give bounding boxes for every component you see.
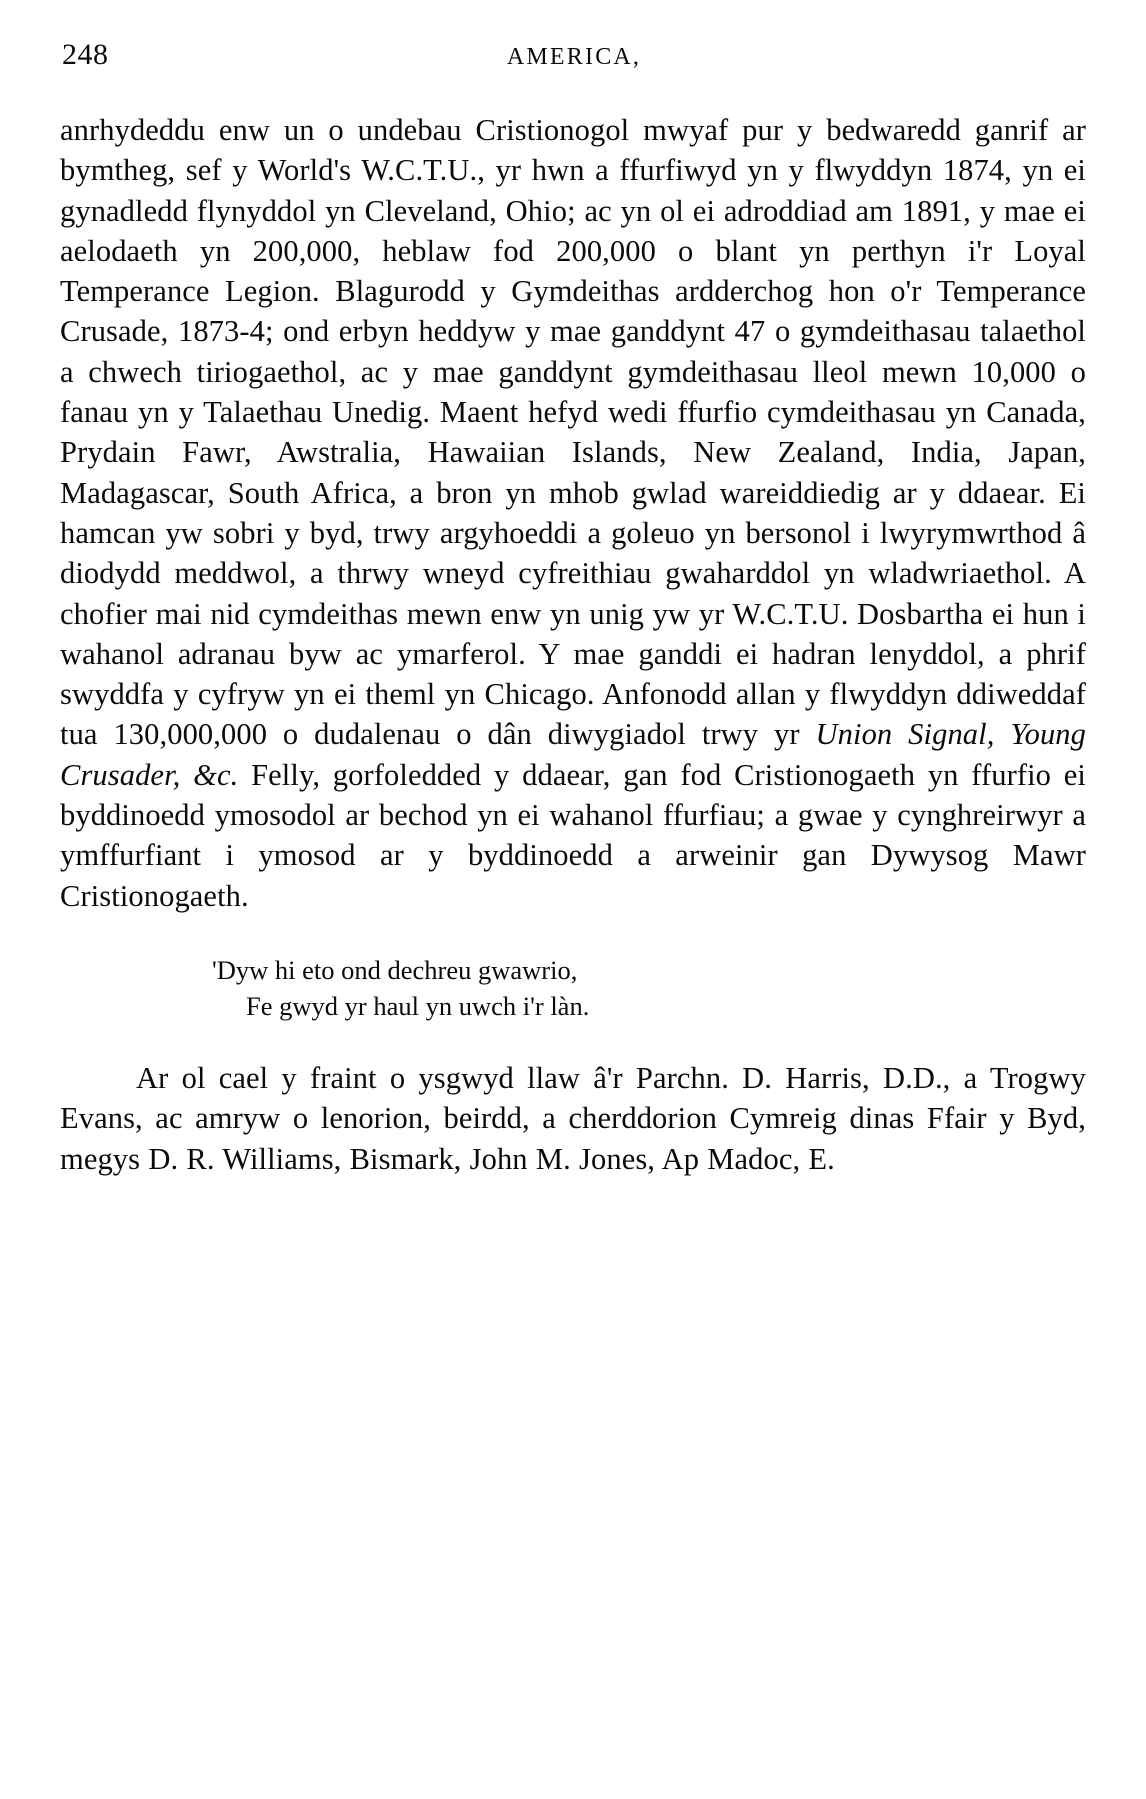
running-title: AMERICA, (506, 44, 642, 70)
page-number: 248 (62, 38, 109, 71)
verse-line-1: 'Dyw hi eto ond dechreu gwawrio, (212, 954, 578, 985)
paragraph-main (60, 110, 1086, 916)
italic-title-union-signal: Union Signal, (815, 717, 995, 752)
paragraph-main-tail: Felly, gorfoledded y ddaear, gan fod Cristionogaeth yn ffurfio ei byddinoedd ymosodol ar bechod yn ei wahanol ffurfiau; a gwae y cynghreirwyr a ymffurfiant i ymosod ar y byddinoedd a arweinir gan Dywysog Mawr Cristionogaeth. (60, 757, 1087, 913)
page-header (0, 38, 1146, 78)
verse-line-2: Fe gwyd yr haul yn uwch i'r làn. (246, 990, 590, 1021)
paragraph-second: Ar ol cael y fraint o ysgwyd llaw â'r Parchn. D. Harris, D.D., a Trogwy Evans, ac amryw o lenorion, beirdd, a cherddorion Cymreig dinas Ffair y Byd, megys D. R. Williams, Bismark, John M. Jones, Ap Madoc, E. (60, 1060, 1086, 1176)
italic-title-young-crusader: Young Crusader, &c. (60, 717, 1086, 792)
verse-block (60, 952, 1086, 1024)
paragraph-space (994, 717, 1010, 751)
paragraph-main-text: anrhydeddu enw un o undebau Cristionogol mwyaf pur y bedwaredd ganrif ar bymtheg, sef y World's W.C.T.U., yr hwn a ffurfiwyd yn y flwyddyn 1874, yn ei gynadledd flynyddol yn Cleveland, Ohio; ac yn ol ei adroddiad am 1891, y mae ei aelodaeth yn 200,000, heblaw fod 200,000 o blant yn perthyn i'r Loyal Temperance Legion. Blagurodd y Gymdeithas ardderchog hon o'r Temperance Crusade, 1873-4; ond erbyn heddyw y mae ganddynt 47 o gymdeithasau talaethol a chwech tiriogaethol, ac y mae ganddynt gymdeithasau lleol mewn 10,000 o fanau yn y Talaethau Unedig. Maent hefyd wedi ffurfio cymdeithasau yn Canada, Prydain Fawr, Awstralia, Hawaiian Islands, New Zealand, India, Japan, Madagascar, South Africa, a bron yn mhob gwlad wareiddiedig ar y ddaear. Ei hamcan yw sobri y byd, trwy argyhoeddi a goleuo yn bersonol i lwyrymwrthod â diodydd meddwol, a thrwy wneyd cyfreithiau gwaharddol yn wladwriaethol. A chofier mai nid cymdeithas mewn enw yn unig yw yr W.C.T.U. Dosbartha ei hun i wahanol adranau byw ac ymarferol. Y mae ganddi ei hadran lenyddol, a phrif swyddfa y cyfryw yn ei theml yn Chicago. Anfonodd allan y flwyddyn ddiweddaf tua 130,000,000 o dudalenau o dân diwygiadol trwy yr (60, 113, 1086, 752)
page-body (60, 110, 1086, 1179)
